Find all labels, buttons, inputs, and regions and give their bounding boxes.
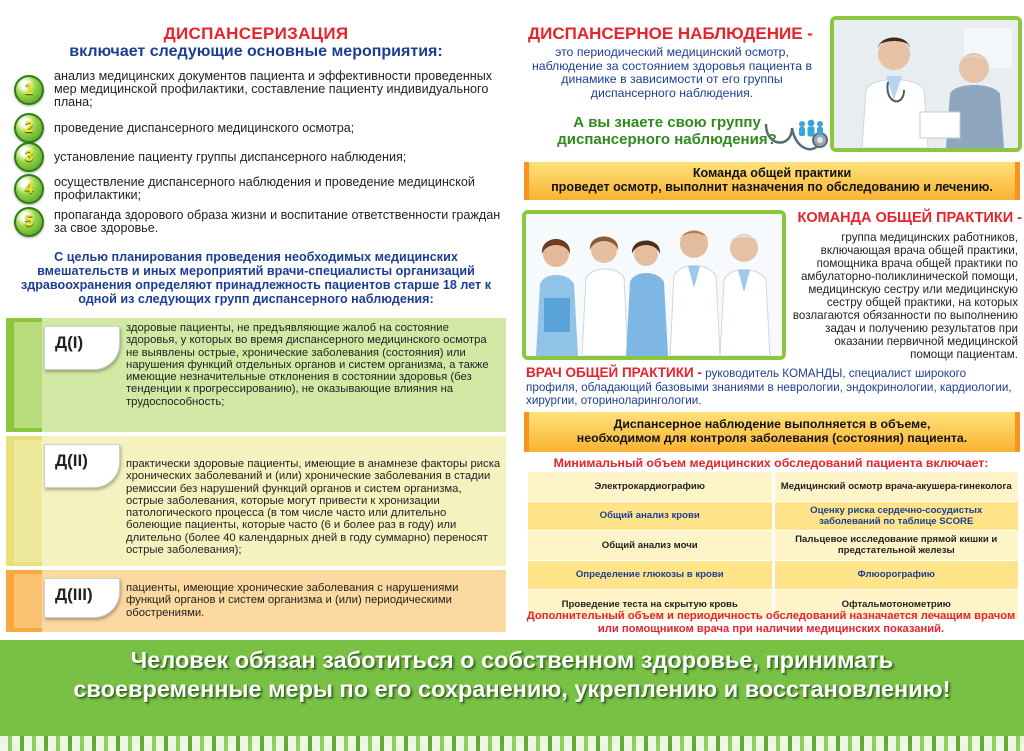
scope-banner-line1: Диспансерное наблюдение выполняется в объеме, [613,417,931,431]
doctor-illustration [834,20,1018,148]
exam-cell: Пальцевое исследование прямой кишки и предстательной железы [775,531,1019,560]
gp-definition [526,366,1016,408]
slogan [0,646,1024,704]
number-badge-icon: 4 [14,174,44,204]
exam-cell: Офтальмотонометрию [775,590,1019,619]
measure-text: пропаганда здорового образа жизни и воспитание ответственности граждан за свое здоровье. [54,208,501,235]
measure-item [14,113,504,143]
gp-title: ВРАЧ ОБЩЕЙ ПРАКТИКИ - [526,365,702,380]
measure-text: анализ медицинских документов пациента и эффективности проведенных мер медицинской профилактики, составление пациенту индивидуального плана; [54,69,493,109]
table-row [528,502,1018,531]
exam-cell: Определение глюкозы в крови [528,561,772,590]
ornament-border [0,736,1024,751]
exam-cell: Медицинский осмотр врача-акушера-гинеколога [775,472,1019,501]
measure-text: осуществление диспансерного наблюдения и проведение медицинской профилактики; [54,175,475,202]
dispanserization-subtitle: включает следующие основные мероприятия: [69,43,443,60]
scope-banner [524,412,1020,452]
team-title: КОМАНДА ОБЩЕЙ ПРАКТИКИ - [797,210,1022,226]
group-label: Д(I) [44,326,120,370]
right-column [512,0,1024,640]
number-badge-icon: 1 [14,75,44,105]
measure-item [14,207,504,237]
team-banner-line2: проведет осмотр, выполнит назначения по обследованию и лечению. [551,180,993,194]
exams-note: Дополнительный объем и периодичность обследований назначается лечащим врачом или помощником врача при наличии медицинских показаний. [526,610,1016,635]
exams-title: Минимальный объем медицинских обследований пациента включает: [553,456,989,470]
team-banner [524,162,1020,200]
table-row [528,472,1018,501]
measure-item [14,174,504,204]
medical-team-photo [522,210,786,360]
doctor-patient-photo [830,16,1022,152]
exams-table [528,472,1018,620]
exam-cell: Проведение теста на скрытую кровь [528,590,772,619]
measure-text: проведение диспансерного медицинского осмотра; [54,120,355,135]
group-label: Д(III) [44,578,120,618]
left-column [0,0,512,640]
exam-cell: Общий анализ мочи [528,531,772,560]
number-badge-icon: 2 [14,113,44,143]
observation-text: это периодический медицинский осмотр, наблюдение за состоянием здоровья пациента в динамике в зависимости от его группы диспансерного наблюдения. [531,45,813,100]
number-badge-icon: 5 [14,207,44,237]
group-d3 [6,570,506,632]
exam-cell: Общий анализ крови [528,502,772,531]
dispanserization-title: ДИСПАНСЕРИЗАЦИЯ [163,24,349,43]
table-row [528,561,1018,590]
group-description: здоровые пациенты, не предъявляющие жалоб на состояние здоровья, у которых во время диспансерного медицинского осмотра не выявлены острые, хронические заболевания (состояния) или нарушения функций отдельных органов и систем организма, а также имеющие незначительные отклонения в состоянии здоровья (без тенденции к прогрессированию), не оказывающие влияния на трудоспособность; [126,322,489,408]
group-band-inner [14,574,42,628]
table-row [528,531,1018,560]
team-text: группа медицинских работников, включающая врача общей практики, помощника врача общей практики по амбулаторно-поликлинической помощи, медицинскую сестру или медицинскую сестру общей практики, на которых возлагаются обязанности по выполнению задач и получению результатов при оказании первичной медицинской помощи пациентам. [792,231,1018,361]
gp-text: руководитель КОМАНДЫ, специалист широкого профиля, обладающий базовыми знаниями в неврологии, эндокринологии, кардиологии, хирургии, оториноларингологии. [526,367,1012,407]
exam-cell: Электрокардиографию [528,472,772,501]
measure-item [14,142,504,172]
measure-text: установление пациенту группы диспансерного наблюдения; [54,149,407,164]
exam-cell: Флюорографию [775,561,1019,590]
group-d1 [6,318,506,432]
team-banner-line1: Команда общей практики [692,166,852,180]
number-badge-icon: 3 [14,142,44,172]
group-description: пациенты, имеющие хронические заболевания с нарушениями функций органов и систем организма и (или) периодическими обострениями. [126,582,459,619]
stethoscope-icon [762,118,832,160]
slogan-band [0,640,1024,751]
group-d2 [6,436,506,566]
scope-banner-line2: необходимом для контроля заболевания (состояния) пациента. [576,431,968,445]
group-description: практически здоровые пациенты, имеющие в анамнезе факторы риска хронических заболеваний и (или) хронические заболевания в стадии ремиссии без нарушений функций органов и систем организма, острые заболевания, которые могут привести к хронизации патологического процесса (в том числе часто или длительно болеющие пациенты, которые часто (6 и более раз в году) или длительно (более 40 календарных дней в году суммарно) переносят острые заболевания); [126,458,501,557]
medical-team-illustration [526,214,782,356]
measure-item [14,70,504,109]
purpose-text: С целью планирования проведения необходимых медицинских вмешательств и иных мероприятий врачи-специалисты организаций здравоохранения определяют принадлежность пациентов старше 18 лет к одной из следующих групп диспансерного наблюдения: [20,250,491,306]
slogan-line1: Человек обязан заботиться о собственном здоровье, принимать [130,647,894,673]
slogan-line2: своевременные меры по его сохранению, укреплению и восстановлению! [73,676,951,702]
group-label: Д(II) [44,444,120,488]
observation-question: А вы знаете свою группу диспансерного наблюдения? [557,114,777,148]
exam-cell: Оценку риска сердечно-сосудистых заболеваний по таблице SCORE [775,502,1019,531]
observation-title: ДИСПАНСЕРНОЕ НАБЛЮДЕНИЕ - [528,24,813,43]
group-band-inner [14,440,42,562]
group-band-inner [14,322,42,428]
